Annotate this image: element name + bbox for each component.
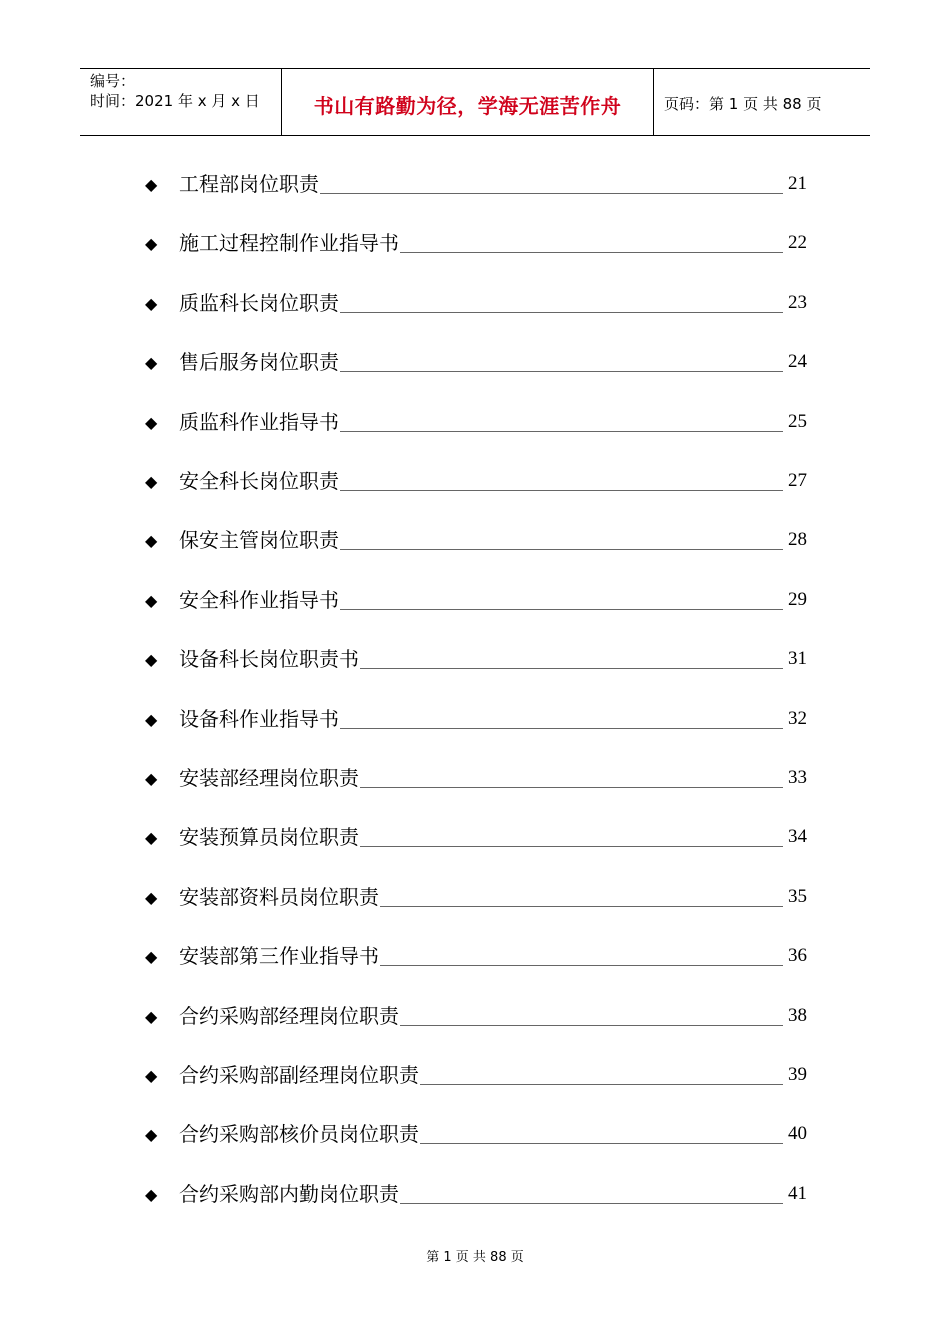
toc-entry[interactable]	[145, 586, 807, 616]
toc-entry[interactable]	[145, 289, 807, 319]
toc-entry[interactable]	[145, 764, 807, 794]
page-footer: 第 1 页 共 88 页	[426, 1250, 524, 1265]
toc-entry-page-number: 29	[788, 588, 807, 610]
toc-entry-page-number: 34	[788, 826, 807, 848]
toc-entry[interactable]	[145, 645, 807, 675]
toc-entry-page-number: 23	[788, 291, 807, 313]
toc-entry-page-number: 40	[788, 1123, 807, 1145]
toc-entry-title: 设备科长岗位职责书	[179, 647, 359, 672]
toc-entry-title: 质监科长岗位职责	[179, 290, 339, 315]
diamond-bullet-icon: ◆	[145, 769, 158, 788]
header-page-cell	[654, 69, 870, 135]
toc-entry[interactable]	[145, 883, 807, 913]
toc-entry-title: 合约采购部内勤岗位职责	[179, 1181, 399, 1206]
toc-entry-page-number: 28	[788, 529, 807, 551]
diamond-bullet-icon: ◆	[145, 234, 158, 254]
toc-entry[interactable]	[145, 942, 807, 972]
diamond-bullet-icon: ◆	[145, 1006, 158, 1026]
diamond-bullet-icon: ◆	[145, 947, 158, 967]
header-motto: 书山有路勤为径，学海无涯苦作舟	[313, 93, 622, 118]
diamond-bullet-icon: ◆	[145, 175, 158, 194]
toc-entry-title: 售后服务岗位职责	[179, 350, 339, 375]
document-date: 时间：2021 年 x 月 x 日	[90, 92, 260, 110]
toc-entry[interactable]	[145, 1061, 807, 1091]
toc-entry-title: 设备科作业指导书	[179, 706, 339, 731]
toc-entry-title: 施工过程控制作业指导书	[179, 231, 399, 256]
toc-entry-title: 合约采购部核价员岗位职责	[179, 1122, 419, 1147]
toc-entry-page-number: 24	[788, 351, 807, 373]
toc-entry[interactable]	[145, 1180, 807, 1210]
toc-entry[interactable]	[145, 229, 807, 259]
toc-entry[interactable]	[145, 823, 807, 853]
toc-entry-page-number: 32	[788, 707, 807, 729]
diamond-bullet-icon: ◆	[145, 1066, 158, 1085]
diamond-bullet-icon: ◆	[145, 1125, 158, 1145]
toc-entry-title: 安全科长岗位职责	[179, 469, 339, 493]
toc-entry-page-number: 36	[788, 945, 807, 967]
toc-entry-page-number: 25	[788, 410, 807, 432]
document-number-label: 编号：	[90, 72, 136, 90]
toc-entry-page-number: 33	[788, 767, 807, 788]
diamond-bullet-icon: ◆	[145, 531, 158, 551]
toc-entry[interactable]	[145, 705, 807, 735]
header-motto-cell	[282, 69, 654, 135]
toc-entry[interactable]	[145, 526, 807, 556]
toc-entry-page-number: 35	[788, 885, 807, 907]
toc-entry-title: 安装部经理岗位职责	[179, 766, 359, 790]
toc-entry[interactable]	[145, 1120, 807, 1150]
diamond-bullet-icon: ◆	[145, 293, 158, 313]
diamond-bullet-icon: ◆	[145, 828, 158, 848]
toc-entry-page-number: 41	[788, 1182, 807, 1204]
toc-entry-title: 安装部资料员岗位职责	[179, 884, 379, 909]
document-header	[80, 68, 870, 136]
toc-entry[interactable]	[145, 408, 807, 438]
toc-entry-page-number: 27	[788, 470, 807, 491]
diamond-bullet-icon: ◆	[145, 650, 158, 670]
diamond-bullet-icon: ◆	[145, 412, 158, 432]
toc-entry-page-number: 39	[788, 1064, 807, 1085]
toc-entry-title: 安装预算员岗位职责	[179, 825, 359, 850]
header-meta-cell	[80, 69, 282, 135]
toc-entry-title: 安装部第三作业指导书	[179, 944, 379, 969]
toc-entry-title: 质监科作业指导书	[179, 409, 339, 434]
diamond-bullet-icon: ◆	[145, 1184, 158, 1204]
header-page-info: 页码：第 1 页 共 88 页	[664, 94, 822, 113]
diamond-bullet-icon: ◆	[145, 472, 158, 491]
toc-entry-page-number: 22	[788, 232, 807, 254]
diamond-bullet-icon: ◆	[145, 887, 158, 907]
toc-entry-page-number: 38	[788, 1004, 807, 1026]
toc-entry-page-number: 31	[788, 648, 807, 670]
toc-entry[interactable]	[145, 467, 807, 497]
toc-entry-title: 保安主管岗位职责	[179, 528, 339, 553]
toc-entry-page-number: 21	[788, 173, 807, 194]
diamond-bullet-icon: ◆	[145, 709, 158, 729]
toc-entry[interactable]	[145, 1002, 807, 1032]
toc-entry-title: 安全科作业指导书	[179, 587, 339, 612]
diamond-bullet-icon: ◆	[145, 590, 158, 610]
diamond-bullet-icon: ◆	[145, 353, 158, 373]
toc-entry[interactable]	[145, 170, 807, 200]
toc-entry-title: 工程部岗位职责	[179, 172, 319, 196]
toc-entry[interactable]	[145, 348, 807, 378]
toc-entry-title: 合约采购部副经理岗位职责	[179, 1063, 419, 1087]
toc-entry-title: 合约采购部经理岗位职责	[179, 1003, 399, 1028]
